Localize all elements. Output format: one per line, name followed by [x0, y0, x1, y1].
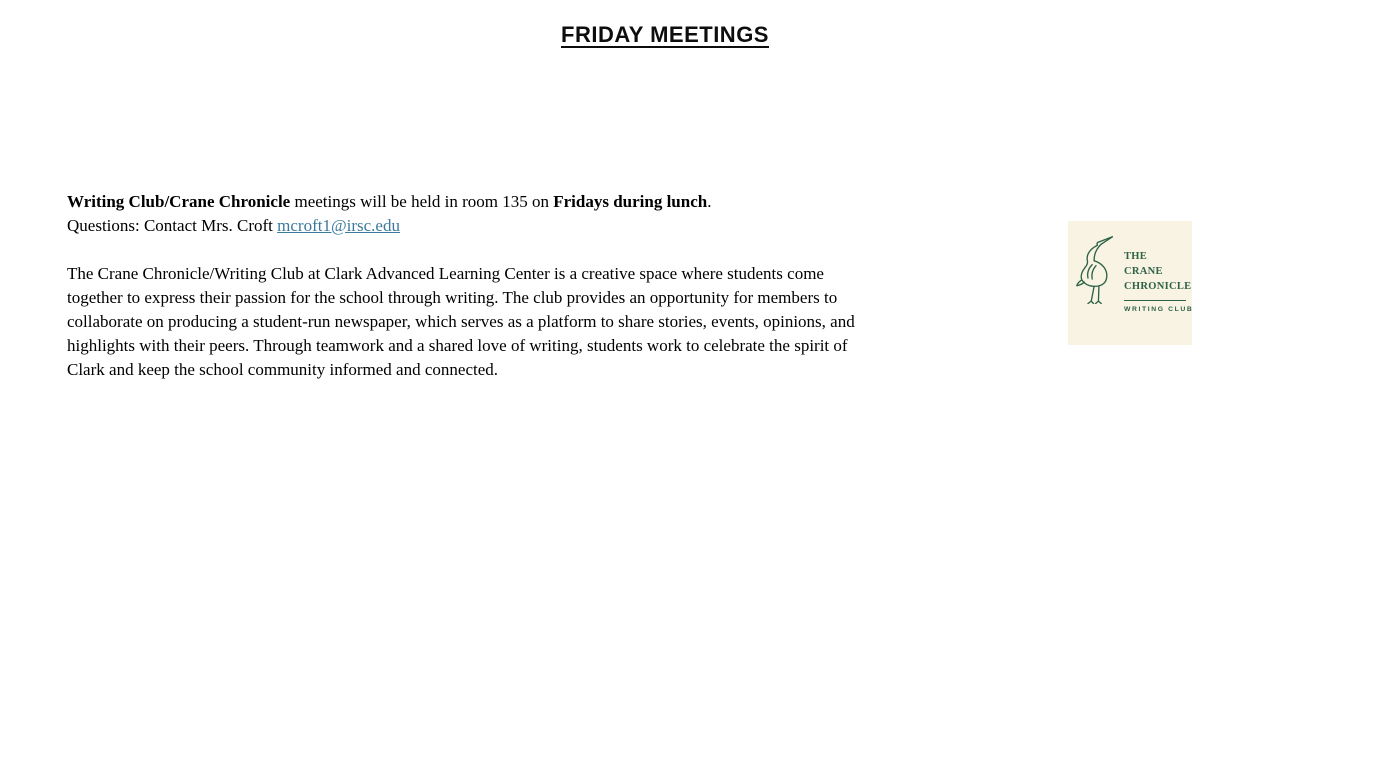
content-text-block: [67, 190, 882, 382]
questions-text: Questions: Contact Mrs. Croft: [67, 216, 278, 235]
crane-chronicle-logo: [1068, 221, 1192, 345]
meeting-detail-text: meetings will be held in room 135 on: [290, 192, 554, 211]
logo-title-line3: CHRONICLE: [1124, 281, 1192, 292]
page-title: FRIDAY MEETINGS: [561, 22, 769, 47]
schedule-text: Fridays during lunch: [553, 192, 708, 211]
contact-email-link[interactable]: mcroft1@irsc.edu: [277, 216, 400, 235]
about-club-paragraph: The Crane Chronicle/Writing Club at Clark Advanced Learning Center is a creative space where students come together to express their passion for the school through writing. The club provides an opportunity for members to collaborate on producing a student-run newspaper, which serves as a platform to share stories, events, opinions, and highlights with their peers. Through teamwork and a shared love of writing, students work to celebrate the spirit of Clark and keep the school community informed and connected.: [67, 264, 855, 379]
logo-divider: [1124, 300, 1186, 301]
logo-text-block: [1124, 249, 1193, 313]
sentence-period: .: [707, 192, 712, 211]
meeting-info-paragraph: [67, 190, 882, 238]
logo-subtitle: WRITING CLUB: [1124, 306, 1194, 313]
logo-title-line2: CRANE: [1124, 266, 1163, 277]
club-name-text: Writing Club/Crane Chronicle: [67, 192, 291, 211]
page-header: [0, 22, 1330, 48]
logo-title-line1: THE: [1124, 251, 1148, 262]
crane-bird-icon: [1073, 232, 1121, 304]
